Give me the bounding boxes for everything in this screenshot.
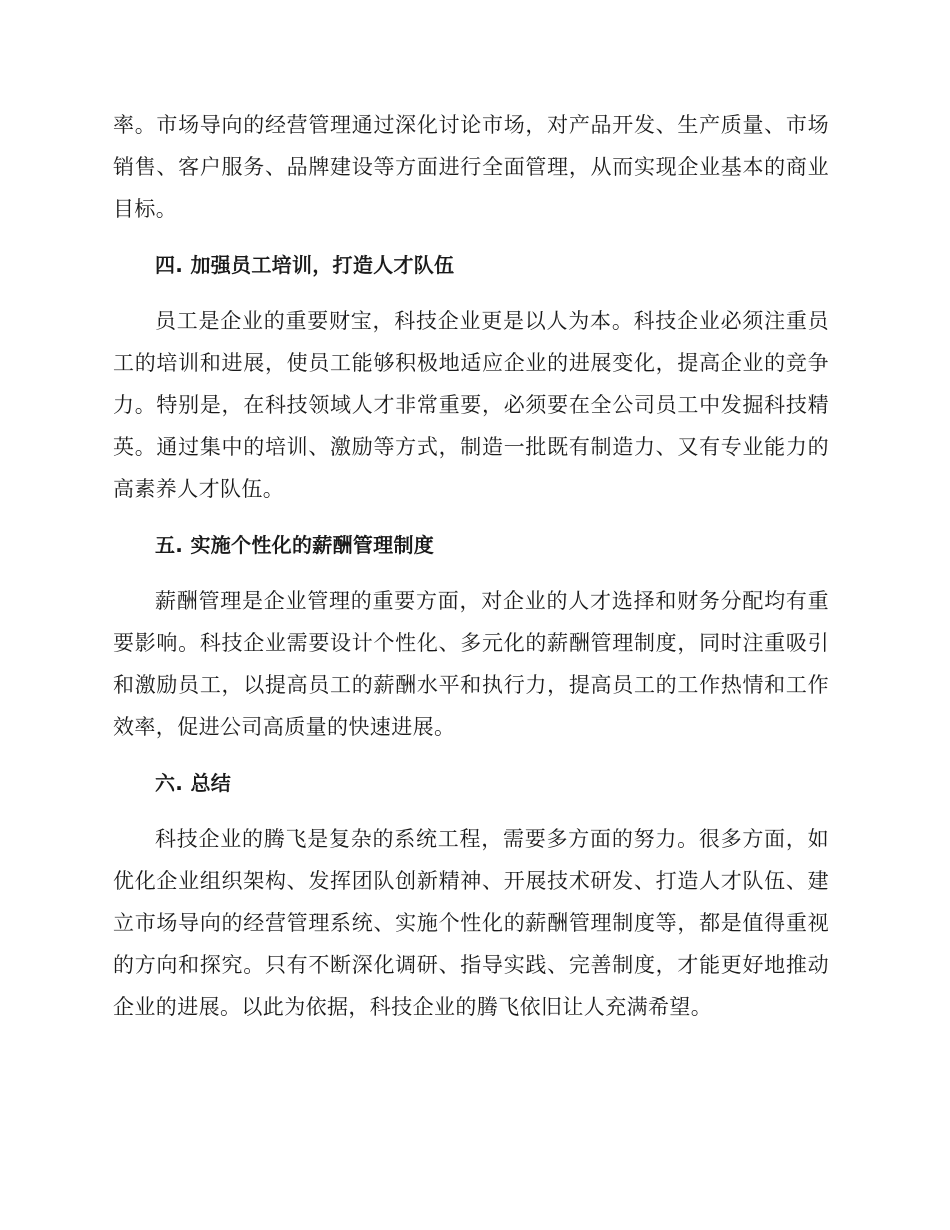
section-body-training: 员工是企业的重要财宝，科技企业更是以人为本。科技企业必须注重员工的培训和进展，使员工能够积极地适应企业的进展变化，提高企业的竞争力。特别是，在科技领域人才非常重要，必须要在全公司员工中发掘科技精英。通过集中的培训、激励等方式，制造一批既有制造力、又有专业能力的高素养人才队伍。 (113, 309, 829, 501)
section-heading-salary: 五. 实施个性化的薪酬管理制度 (155, 533, 435, 557)
section-body-summary: 科技企业的腾飞是复杂的系统工程，需要多方面的努力。很多方面，如优化企业组织架构、发挥团队创新精神、开展技术研发、打造人才队伍、建立市场导向的经营管理系统、实施个性化的薪酬管理制度等，都是值得重视的方向和探究。只有不断深化调研、指导实践、完善制度，才能更好地推动企业的进展。以此为依据，科技企业的腾飞依旧让人充满希望。 (113, 827, 829, 1019)
section-heading-training: 四. 加强员工培训，打造人才队伍 (155, 253, 455, 277)
section-body-salary: 薪酬管理是企业管理的重要方面，对企业的人才选择和财务分配均有重要影响。科技企业需要设计个性化、多元化的薪酬管理制度，同时注重吸引和激励员工，以提高员工的薪酬水平和执行力，提高员工的工作热情和工作效率，促进公司高质量的快速进展。 (113, 589, 829, 739)
document-page (113, 104, 829, 1028)
section-heading-summary: 六. 总结 (155, 771, 232, 795)
intro-paragraph: 率。市场导向的经营管理通过深化讨论市场，对产品开发、生产质量、市场销售、客户服务、品牌建设等方面进行全面管理，从而实现企业基本的商业目标。 (113, 113, 829, 221)
